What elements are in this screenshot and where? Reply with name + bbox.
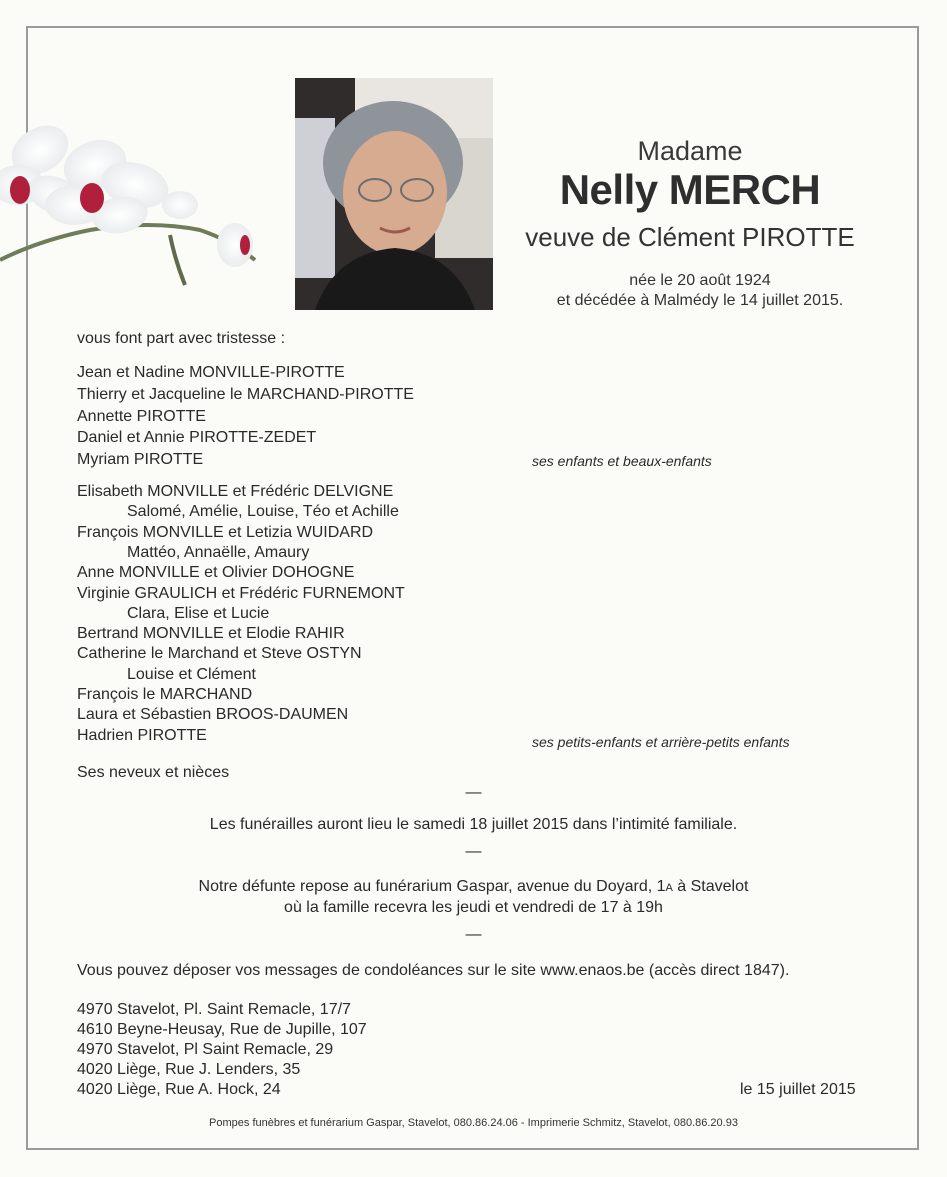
address-line: 4970 Stavelot, Pl Saint Remacle, 29 — [77, 1041, 334, 1058]
spouse-line: veuve de Clément PIROTTE — [525, 222, 855, 252]
grandchild-line: Louise et Clément — [127, 665, 256, 683]
death-date: et décédée à Malmédy le 14 juillet 2015. — [556, 292, 844, 309]
address-line: 4020 Liège, Rue A. Hock, 24 — [77, 1081, 281, 1098]
grandchild-line: François le MARCHAND — [77, 686, 253, 703]
printer-footer: Pompes funèbres et funérarium Gaspar, Stavelot, 080.86.24.06 - Imprimerie Schmitz, Stavelot, 080.86.20.93 — [209, 1117, 738, 1129]
children-relation: ses enfants et beaux-enfants — [532, 453, 712, 469]
child-line: Jean et Nadine MONVILLE-PIROTTE — [77, 364, 345, 381]
child-line: Myriam PIROTTE — [77, 451, 204, 469]
child-line: Thierry et Jacqueline le MARCHAND-PIROTTE — [77, 385, 414, 403]
grandchild-line: Anne MONVILLE et Olivier DOHOGNE — [77, 564, 355, 582]
rest-line-2: où la famille recevra les jeudi et vendredi de 17 à 19h — [284, 899, 663, 916]
child-line: Annette PIROTTE — [77, 407, 206, 425]
separator-3: — — [465, 926, 482, 943]
address-line: 4970 Stavelot, Pl. Saint Remacle, 17/7 — [77, 1001, 351, 1018]
separator-1: — — [465, 784, 482, 801]
condolences-text: Vous pouvez déposer vos messages de condoléances sur le site www.enaos.be (accès direct 1847). — [77, 962, 790, 979]
notice-date: le 15 juillet 2015 — [740, 1081, 856, 1098]
address-line: 4610 Beyne-Heusay, Rue de Jupille, 107 — [77, 1021, 367, 1038]
grandchild-line: Clara, Elise et Lucie — [127, 604, 270, 622]
funeral-text: Les funérailles auront lieu le samedi 18 juillet 2015 dans l’intimité familiale. — [209, 816, 738, 833]
child-line: Daniel et Annie PIROTTE-ZEDET — [77, 429, 317, 447]
address-line: 4020 Liège, Rue J. Lenders, 35 — [77, 1061, 301, 1078]
separator-2: — — [465, 843, 482, 860]
grandchildren-relation: ses petits-enfants et arrière-petits enfants — [532, 734, 790, 750]
grandchild-line: Laura et Sébastien BROOS-DAUMEN — [77, 706, 349, 724]
deceased-name: Nelly MERCH — [559, 166, 821, 213]
grandchild-line: Hadrien PIROTTE — [77, 726, 207, 744]
grandchild-line: François MONVILLE et Letizia WUIDARD — [77, 523, 374, 541]
grandchild-line: Mattéo, Annaëlle, Amaury — [127, 543, 310, 561]
intro-text: vous font part avec tristesse : — [77, 330, 286, 347]
grandchild-line: Bertrand MONVILLE et Elodie RAHIR — [77, 625, 345, 643]
grandchild-line: Elisabeth MONVILLE et Frédéric DELVIGNE — [77, 483, 394, 500]
orchid-illustration — [0, 110, 290, 310]
grandchild-line: Catherine le Marchand et Steve OSTYN — [77, 645, 362, 663]
grandchild-line: Salomé, Amélie, Louise, Téo et Achille — [127, 503, 399, 521]
grandchild-line: Virginie GRAULICH et Frédéric FURNEMONT — [77, 584, 405, 602]
birth-date: née le 20 août 1924 — [629, 272, 771, 289]
nephews-text: Ses neveux et nièces — [77, 764, 230, 781]
portrait-photo — [295, 78, 493, 310]
salutation: Madame — [637, 136, 743, 166]
rest-line-1: Notre défunte repose au funérarium Gaspar, avenue du Doyard, 1A à Stavelot — [198, 878, 749, 895]
